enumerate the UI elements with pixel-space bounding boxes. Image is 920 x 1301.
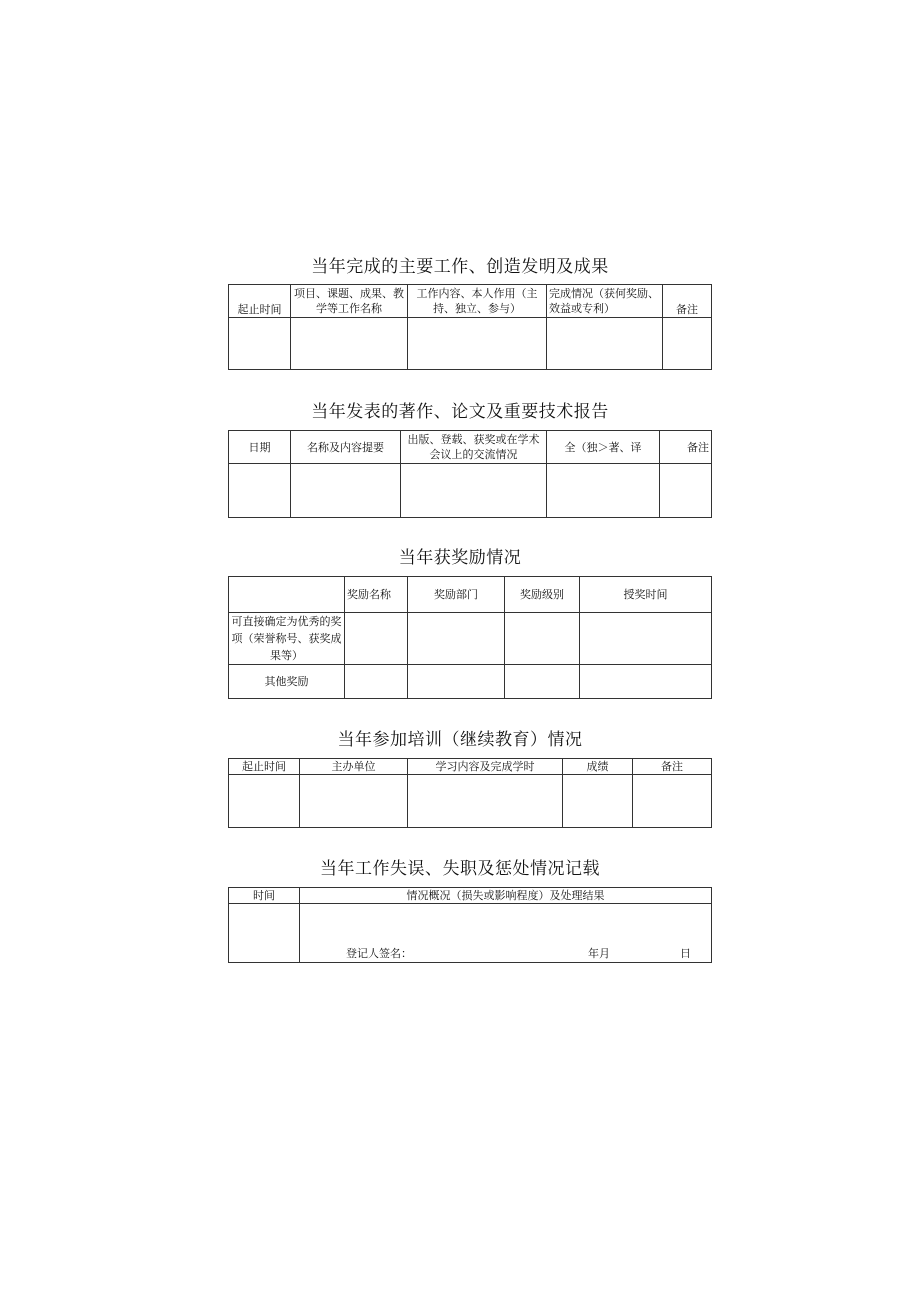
input-cell[interactable]	[291, 318, 408, 370]
row-label-other-awards: 其他奖励	[229, 665, 345, 699]
input-cell[interactable]	[547, 318, 663, 370]
input-cell[interactable]	[229, 464, 291, 518]
input-cell[interactable]	[300, 775, 408, 828]
day-label: 日	[680, 947, 691, 960]
input-cell[interactable]	[229, 775, 300, 828]
input-cell[interactable]	[633, 775, 712, 828]
signature-label: 登记人签名：	[346, 947, 412, 960]
section2-title: 当年发表的著作、论文及重要技术报告	[311, 402, 609, 422]
header-blank	[229, 577, 345, 613]
header-date: 日期	[229, 431, 291, 464]
misconduct-table	[228, 887, 712, 963]
header-project-name: 项目、课题、成果、教学等工作名称	[291, 285, 408, 318]
input-cell[interactable]	[663, 318, 712, 370]
section3-title: 当年获奖励情况	[398, 548, 522, 568]
header-completion: 完成情况（获何奖励、效益或专利）	[547, 285, 663, 318]
input-cell[interactable]	[408, 318, 547, 370]
section4-title: 当年参加培训（继续教育）情况	[337, 730, 583, 750]
header-remarks: 备注	[663, 285, 712, 318]
header-title-summary: 名称及内容提要	[291, 431, 401, 464]
row-label-excellent-awards: 可直接确定为优秀的奖项（荣誉称号、获奖成果等）	[229, 613, 345, 665]
header-time: 时间	[229, 888, 300, 904]
input-cell[interactable]	[291, 464, 401, 518]
input-cell[interactable]	[408, 665, 505, 699]
section5-title: 当年工作失误、失职及惩处情况记载	[320, 859, 600, 879]
header-period: 起止时间	[229, 759, 300, 775]
header-organizer: 主办单位	[300, 759, 408, 775]
input-cell[interactable]	[580, 613, 712, 665]
input-cell[interactable]	[345, 665, 408, 699]
input-cell[interactable]	[408, 775, 563, 828]
input-cell[interactable]	[401, 464, 547, 518]
input-cell[interactable]	[660, 464, 712, 518]
header-work-role: 工作内容、本人作用（主持、独立、参与）	[408, 285, 547, 318]
header-study-content: 学习内容及完成学时	[408, 759, 563, 775]
header-publication-status: 出版、登载、获奖或在学术会议上的交流情况	[401, 431, 547, 464]
input-cell[interactable]	[505, 665, 580, 699]
year-month-label: 年月	[588, 947, 610, 960]
work-achievements-table	[228, 284, 712, 370]
header-authorship: 全（独＞著、译	[547, 431, 660, 464]
input-cell[interactable]	[547, 464, 660, 518]
signature-line	[300, 946, 711, 961]
input-cell[interactable]	[229, 318, 291, 370]
input-cell[interactable]	[345, 613, 408, 665]
awards-table	[228, 576, 712, 699]
header-score: 成绩	[563, 759, 633, 775]
header-award-level: 奖励级别	[505, 577, 580, 613]
header-situation: 情况概况（损失或影响程度）及处理结果	[300, 888, 712, 904]
header-award-date: 授奖时间	[580, 577, 712, 613]
input-cell-situation[interactable]	[300, 904, 712, 963]
training-table	[228, 758, 712, 828]
input-cell[interactable]	[229, 904, 300, 963]
publications-table	[228, 430, 712, 518]
header-period: 起止时间	[229, 285, 291, 318]
header-award-dept: 奖励部门	[408, 577, 505, 613]
input-cell[interactable]	[563, 775, 633, 828]
input-cell[interactable]	[505, 613, 580, 665]
header-remarks: 备注	[660, 431, 712, 464]
section1-title: 当年完成的主要工作、创造发明及成果	[311, 257, 609, 277]
header-remarks: 备注	[633, 759, 712, 775]
header-award-name: 奖励名称	[345, 577, 408, 613]
input-cell[interactable]	[408, 613, 505, 665]
input-cell[interactable]	[580, 665, 712, 699]
